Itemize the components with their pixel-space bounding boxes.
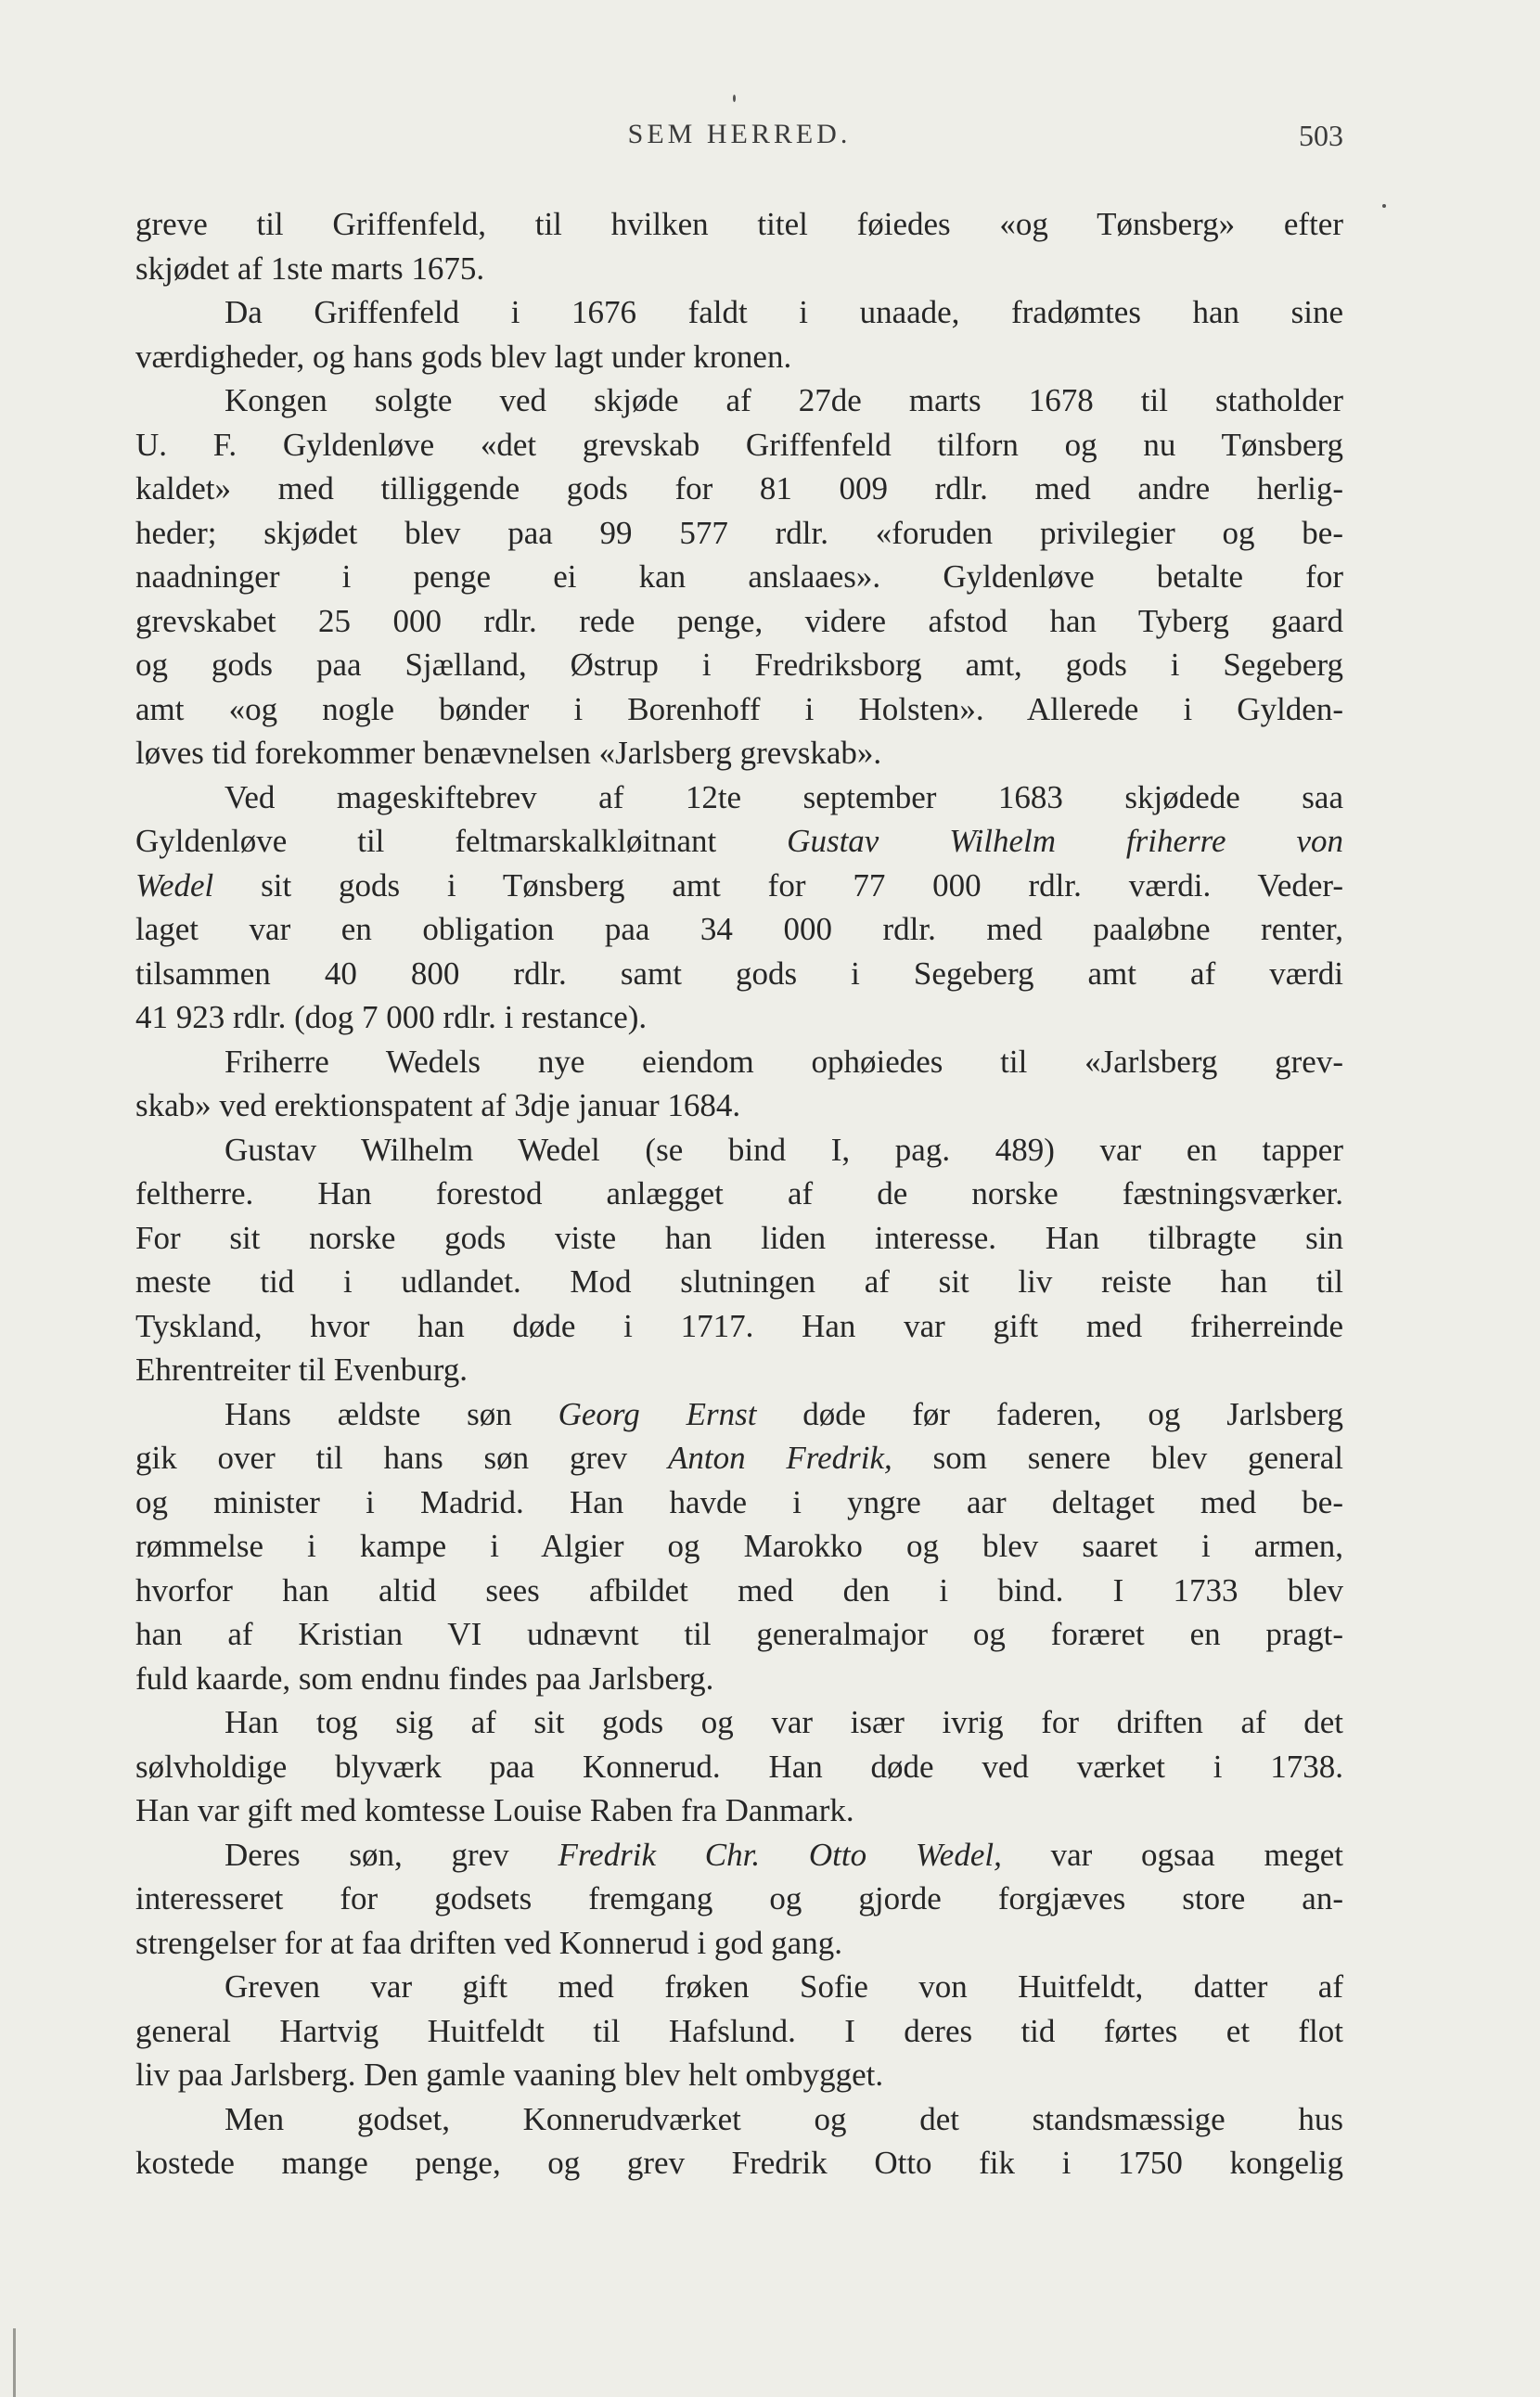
- italic-name: Anton Fredrik,: [667, 1440, 892, 1476]
- text-line: Ehrentreiter til Evenburg.: [135, 1352, 468, 1388]
- text-line: rømmelse i kampe i Algier og Marokko og blev saaret i armen,: [135, 1528, 1343, 1564]
- text-line: han af Kristian VI udnævnt til generalmajor og foræret en pragt-: [135, 1616, 1343, 1652]
- text-line: amt «og nogle bønder i Borenhoff i Holsten». Allerede i Gylden-: [135, 690, 1343, 727]
- text-line: Han var gift med komtesse Louise Raben fra Danmark.: [135, 1792, 854, 1828]
- text-line: Friherre Wedels nye eiendom ophøiedes til «Jarlsberg grev-: [225, 1043, 1343, 1080]
- text-line: Men godset, Konnerudværket og det standsmæssige hus: [225, 2100, 1343, 2137]
- text-line: skab» ved erektionspatent af 3dje januar 1684.: [135, 1087, 741, 1123]
- text-line-with-italic-name: Hans ældste søn Georg Ernst døde før faderen, og Jarlsberg: [225, 1395, 1343, 1432]
- text-line: løves tid forekommer benævnelsen «Jarlsberg grevskab».: [135, 735, 882, 771]
- text-line: sølvholdige blyværk paa Konnerud. Han døde ved værket i 1738.: [135, 1748, 1343, 1785]
- text-line: laget var en obligation paa 34 000 rdlr. med paaløbne renter,: [135, 911, 1343, 947]
- paragraph: [135, 378, 1343, 776]
- paragraph: [135, 1128, 1343, 1392]
- paragraph: [135, 776, 1343, 1040]
- text-line: og gods paa Sjælland, Østrup i Fredriksborg amt, gods i Segeberg: [135, 647, 1343, 683]
- text-line: tilsammen 40 800 rdlr. samt gods i Segeberg amt af værdi: [135, 955, 1343, 992]
- text-line: 41 923 rdlr. (dog 7 000 rdlr. i restance).: [135, 999, 648, 1035]
- italic-name: Georg Ernst: [558, 1395, 757, 1432]
- paragraph: [135, 290, 1343, 378]
- text-line: Da Griffenfeld i 1676 faldt i unaade, fradømtes han sine: [225, 294, 1343, 330]
- text-line: feltherre. Han forestod anlægget af de norske fæstningsværker.: [135, 1175, 1343, 1211]
- italic-name: Gustav Wilhelm friherre von: [787, 823, 1343, 859]
- text-line-with-italic-name: gik over til hans søn grev Anton Fredrik, som senere blev general: [135, 1440, 1344, 1476]
- text-line: kostede mange penge, og grev Fredrik Otto fik i 1750 kongelig: [135, 2145, 1343, 2181]
- ink-speck: [1382, 204, 1386, 208]
- text-line: strengelser for at faa driften ved Konnerud i god gang.: [135, 1924, 842, 1961]
- paragraph: [135, 2097, 1343, 2186]
- text-line: hvorfor han altid sees afbildet med den i bind. I 1733 blev: [135, 1571, 1343, 1609]
- text-line: Ved mageskiftebrev af 12te september 1683 skjødede saa: [225, 778, 1343, 815]
- text-line-with-italic-name: Deres søn, grev Fredrik Chr. Otto Wedel, var ogsaa meget: [225, 1836, 1343, 1873]
- scan-edge-mark: [13, 2328, 16, 2397]
- text-line: liv paa Jarlsberg. Den gamle vaaning blev helt ombygget.: [135, 2057, 884, 2093]
- paragraph: [135, 202, 1343, 290]
- page-number: 503: [1299, 119, 1343, 152]
- text-line: U. F. Gyldenløve «det grevskab Griffenfeld tilforn og nu Tønsberg: [135, 426, 1343, 463]
- text-line: Greven var gift med frøken Sofie von Huitfeldt, datter af: [225, 1968, 1343, 2005]
- italic-name: Fredrik Chr. Otto Wedel,: [558, 1836, 1002, 1873]
- text-line: heder; skjødet blev paa 99 577 rdlr. «foruden privilegier og be-: [135, 514, 1343, 551]
- text-line-with-italic-name: Gyldenløve til feltmarskalkløitnant Gustav Wilhelm friherre von: [135, 823, 1343, 859]
- text-line: kaldet» med tilliggende gods for 81 009 rdlr. med andre herlig-: [135, 470, 1343, 506]
- text-line: Kongen solgte ved skjøde af 27de marts 1678 til statholder: [225, 382, 1343, 418]
- text-line: meste tid i udlandet. Mod slutningen af sit liv reiste han til: [135, 1263, 1343, 1300]
- text-line: naadninger i penge ei kan anslaaes». Gyldenløve betalte for: [135, 558, 1343, 595]
- text-line: skjødet af 1ste marts 1675.: [135, 250, 485, 287]
- italic-name: Wedel: [135, 866, 214, 904]
- text-line: Gustav Wilhelm Wedel (se bind I, pag. 489) var en tapper: [225, 1131, 1343, 1168]
- paragraph: [135, 1833, 1343, 1966]
- text-line: general Hartvig Huitfeldt til Hafslund. I deres tid førtes et flot: [135, 2012, 1343, 2049]
- text-line: interesseret for godsets fremgang og gjorde forgjæves store an-: [135, 1880, 1343, 1916]
- text-line: For sit norske gods viste han liden interesse. Han tilbragte sin: [135, 1219, 1343, 1256]
- paragraph: [135, 1965, 1343, 2097]
- page-header: [135, 119, 1343, 165]
- text-line: Tyskland, hvor han døde i 1717. Han var gift med friherreinde: [135, 1307, 1343, 1344]
- text-line-with-italic-name: Wedel sit gods i Tønsberg amt for 77 000 rdlr. værdi. Veder-: [135, 866, 1343, 904]
- paragraph: [135, 1040, 1343, 1128]
- text-line: værdigheder, og hans gods blev lagt under kronen.: [135, 338, 792, 375]
- paragraph: [135, 1392, 1343, 1701]
- text-line: greve til Griffenfeld, til hvilken titel føiedes «og Tønsberg» efter: [135, 206, 1343, 242]
- body-text: [135, 202, 1343, 2186]
- paragraph: [135, 1700, 1343, 1833]
- running-title: SEM HERRED.: [627, 119, 852, 149]
- text-line: fuld kaarde, som endnu findes paa Jarlsberg.: [135, 1660, 714, 1697]
- text-line: Han tog sig af sit gods og var især ivrig for driften af det: [225, 1704, 1343, 1740]
- ink-speck: [733, 95, 736, 102]
- text-line: og minister i Madrid. Han havde i yngre aar deltaget med be-: [135, 1483, 1343, 1520]
- text-line: grevskabet 25 000 rdlr. rede penge, videre afstod han Tyberg gaard: [135, 602, 1343, 639]
